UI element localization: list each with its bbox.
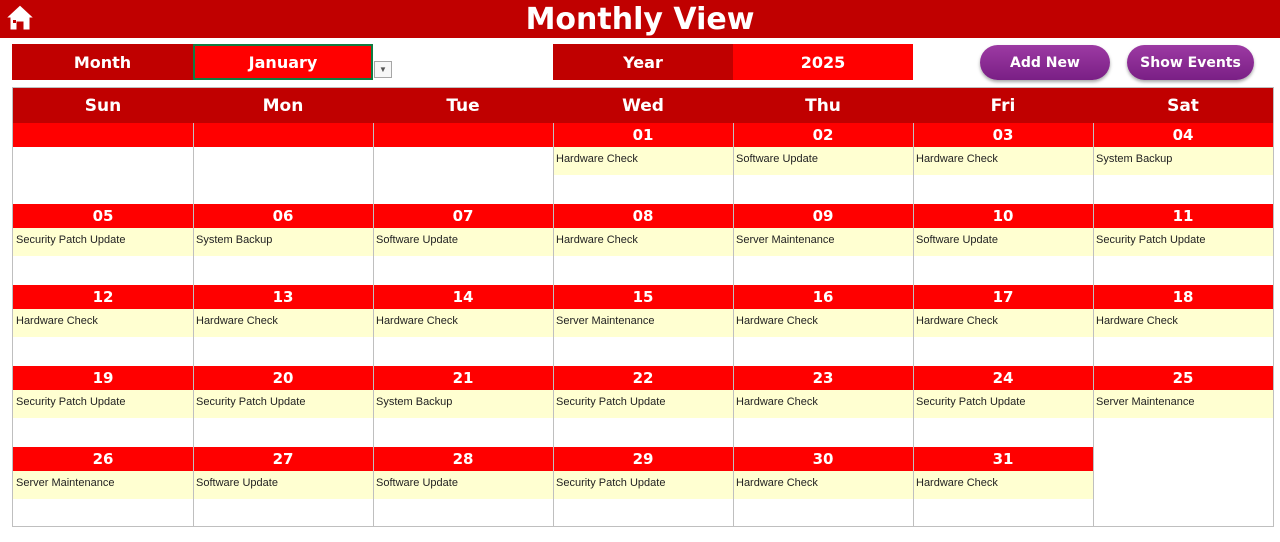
- event-entry[interactable]: Hardware Check: [913, 471, 1093, 499]
- event-entry[interactable]: Software Update: [193, 471, 373, 499]
- day-number: 21: [373, 366, 553, 390]
- day-cell[interactable]: [13, 447, 193, 528]
- event-entry[interactable]: Security Patch Update: [913, 390, 1093, 418]
- weekday-label: Wed: [622, 95, 664, 116]
- cell-blank-area: [373, 418, 553, 447]
- grid-divider: [193, 123, 194, 527]
- event-entry[interactable]: Software Update: [733, 147, 913, 175]
- day-cell[interactable]: [193, 366, 373, 447]
- cell-blank-area: [373, 175, 553, 204]
- day-cell[interactable]: [1093, 447, 1273, 528]
- cell-blank-area: [553, 337, 733, 366]
- week-row: [13, 285, 1273, 366]
- day-number: 27: [193, 447, 373, 471]
- day-cell[interactable]: [373, 366, 553, 447]
- day-number: 15: [553, 285, 733, 309]
- grid-divider: [1093, 123, 1094, 527]
- event-entry[interactable]: Hardware Check: [913, 309, 1093, 337]
- day-number: 28: [373, 447, 553, 471]
- day-cell[interactable]: [193, 447, 373, 528]
- event-entry[interactable]: Hardware Check: [913, 147, 1093, 175]
- week-row: [13, 447, 1273, 528]
- event-entry: [1093, 471, 1273, 499]
- day-number: 18: [1093, 285, 1273, 309]
- day-number: 22: [553, 366, 733, 390]
- cell-blank-area: [553, 175, 733, 204]
- day-cell[interactable]: [553, 204, 733, 285]
- weekday-label: Sat: [1167, 95, 1199, 116]
- day-cell[interactable]: [13, 366, 193, 447]
- event-entry[interactable]: Software Update: [373, 228, 553, 256]
- event-entry[interactable]: Hardware Check: [13, 309, 193, 337]
- event-entry[interactable]: Security Patch Update: [553, 390, 733, 418]
- week-row: [13, 123, 1273, 204]
- cell-blank-area: [733, 175, 913, 204]
- day-cell[interactable]: [13, 204, 193, 285]
- weekday-header: [13, 88, 1273, 123]
- add-new-button[interactable]: Add New: [980, 45, 1110, 80]
- day-cell[interactable]: [193, 285, 373, 366]
- event-entry[interactable]: Hardware Check: [373, 309, 553, 337]
- event-entry[interactable]: Hardware Check: [1093, 309, 1273, 337]
- event-entry: [13, 147, 193, 175]
- day-cell[interactable]: [913, 366, 1093, 447]
- day-cell[interactable]: [913, 123, 1093, 204]
- event-entry[interactable]: Hardware Check: [193, 309, 373, 337]
- weekday-label: Thu: [805, 95, 841, 116]
- day-cell[interactable]: [13, 123, 193, 204]
- cell-blank-area: [1093, 337, 1273, 366]
- weekday-label: Mon: [262, 95, 304, 116]
- event-entry: [373, 147, 553, 175]
- day-cell[interactable]: [733, 366, 913, 447]
- cell-blank-area: [733, 418, 913, 447]
- cell-blank-area: [193, 418, 373, 447]
- event-entry[interactable]: Server Maintenance: [553, 309, 733, 337]
- day-number: 05: [13, 204, 193, 228]
- day-cell[interactable]: [733, 285, 913, 366]
- cell-blank-area: [1093, 256, 1273, 285]
- day-cell[interactable]: [13, 285, 193, 366]
- day-cell[interactable]: [373, 447, 553, 528]
- cell-blank-area: [733, 337, 913, 366]
- event-entry[interactable]: Security Patch Update: [193, 390, 373, 418]
- weekday-label: Tue: [446, 95, 480, 116]
- day-number: [373, 123, 553, 147]
- day-number: 30: [733, 447, 913, 471]
- cell-blank-area: [13, 175, 193, 204]
- day-number: 11: [1093, 204, 1273, 228]
- event-entry[interactable]: System Backup: [373, 390, 553, 418]
- event-entry[interactable]: Hardware Check: [553, 228, 733, 256]
- day-number: 08: [553, 204, 733, 228]
- event-entry[interactable]: System Backup: [193, 228, 373, 256]
- cell-blank-area: [373, 499, 553, 528]
- event-entry[interactable]: Security Patch Update: [13, 228, 193, 256]
- day-number: 26: [13, 447, 193, 471]
- event-entry[interactable]: Software Update: [373, 471, 553, 499]
- event-entry[interactable]: Security Patch Update: [553, 471, 733, 499]
- cell-blank-area: [193, 175, 373, 204]
- day-number: 03: [913, 123, 1093, 147]
- day-number: 09: [733, 204, 913, 228]
- cell-blank-area: [13, 499, 193, 528]
- grid-divider: [913, 123, 914, 527]
- week-row: [13, 366, 1273, 447]
- home-icon[interactable]: [4, 2, 36, 32]
- grid-divider: [553, 123, 554, 527]
- day-number: 06: [193, 204, 373, 228]
- cell-blank-area: [913, 175, 1093, 204]
- cell-blank-area: [553, 418, 733, 447]
- cell-blank-area: [913, 418, 1093, 447]
- day-cell[interactable]: [1093, 366, 1273, 447]
- day-number: 10: [913, 204, 1093, 228]
- event-entry[interactable]: Security Patch Update: [13, 390, 193, 418]
- day-number: 20: [193, 366, 373, 390]
- event-entry[interactable]: Hardware Check: [553, 147, 733, 175]
- page-title: Monthly View: [525, 1, 755, 37]
- day-cell[interactable]: [553, 123, 733, 204]
- day-number: 07: [373, 204, 553, 228]
- day-number: 29: [553, 447, 733, 471]
- day-cell[interactable]: [913, 447, 1093, 528]
- day-cell[interactable]: [553, 285, 733, 366]
- event-entry[interactable]: Hardware Check: [733, 390, 913, 418]
- event-entry[interactable]: Software Update: [913, 228, 1093, 256]
- month-select[interactable]: January: [193, 44, 373, 80]
- day-number: 14: [373, 285, 553, 309]
- cell-blank-area: [733, 256, 913, 285]
- cell-blank-area: [913, 499, 1093, 528]
- cell-blank-area: [553, 499, 733, 528]
- day-cell[interactable]: [733, 204, 913, 285]
- day-number: 04: [1093, 123, 1273, 147]
- cell-blank-area: [913, 337, 1093, 366]
- day-cell[interactable]: [373, 123, 553, 204]
- day-cell[interactable]: [1093, 285, 1273, 366]
- day-cell[interactable]: [1093, 123, 1273, 204]
- day-number: [13, 123, 193, 147]
- cell-blank-area: [733, 499, 913, 528]
- day-number: 25: [1093, 366, 1273, 390]
- day-cell[interactable]: [193, 204, 373, 285]
- weekday-label: Sun: [84, 95, 122, 116]
- day-number: 23: [733, 366, 913, 390]
- day-number: 24: [913, 366, 1093, 390]
- day-cell[interactable]: [373, 285, 553, 366]
- day-number: 12: [13, 285, 193, 309]
- cell-blank-area: [193, 337, 373, 366]
- show-events-button[interactable]: Show Events: [1127, 45, 1254, 80]
- day-cell[interactable]: [913, 204, 1093, 285]
- event-entry[interactable]: System Backup: [1093, 147, 1273, 175]
- cell-blank-area: [913, 256, 1093, 285]
- grid-divider: [733, 123, 734, 527]
- cell-blank-area: [553, 256, 733, 285]
- day-number: 16: [733, 285, 913, 309]
- week-row: [13, 204, 1273, 285]
- cell-blank-area: [1093, 499, 1273, 528]
- event-entry[interactable]: Security Patch Update: [1093, 228, 1273, 256]
- day-number: [1093, 447, 1273, 471]
- day-cell[interactable]: [1093, 204, 1273, 285]
- day-number: 02: [733, 123, 913, 147]
- grid-divider: [373, 123, 374, 527]
- cell-blank-area: [13, 337, 193, 366]
- month-label: Month: [12, 44, 193, 80]
- chevron-down-icon[interactable]: ▼: [374, 61, 392, 78]
- cell-blank-area: [373, 337, 553, 366]
- day-cell[interactable]: [373, 204, 553, 285]
- weekday-label: Fri: [990, 95, 1016, 116]
- day-cell[interactable]: [553, 366, 733, 447]
- cell-blank-area: [1093, 418, 1273, 447]
- day-number: 19: [13, 366, 193, 390]
- cell-blank-area: [13, 256, 193, 285]
- event-entry[interactable]: Hardware Check: [733, 471, 913, 499]
- event-entry[interactable]: Server Maintenance: [1093, 390, 1273, 418]
- day-cell[interactable]: [733, 447, 913, 528]
- cell-blank-area: [13, 418, 193, 447]
- day-cell[interactable]: [193, 123, 373, 204]
- day-number: [193, 123, 373, 147]
- event-entry[interactable]: Hardware Check: [733, 309, 913, 337]
- day-number: 01: [553, 123, 733, 147]
- cell-blank-area: [193, 256, 373, 285]
- cell-blank-area: [373, 256, 553, 285]
- day-cell[interactable]: [733, 123, 913, 204]
- year-field[interactable]: 2025: [733, 44, 913, 80]
- event-entry[interactable]: Server Maintenance: [13, 471, 193, 499]
- event-entry: [193, 147, 373, 175]
- event-entry[interactable]: Server Maintenance: [733, 228, 913, 256]
- day-cell[interactable]: [553, 447, 733, 528]
- cell-blank-area: [1093, 175, 1273, 204]
- year-label: Year: [553, 44, 733, 80]
- day-number: 17: [913, 285, 1093, 309]
- cell-blank-area: [193, 499, 373, 528]
- day-cell[interactable]: [913, 285, 1093, 366]
- day-number: 13: [193, 285, 373, 309]
- calendar-grid: [12, 87, 1274, 527]
- title-bar: [0, 0, 1280, 38]
- day-number: 31: [913, 447, 1093, 471]
